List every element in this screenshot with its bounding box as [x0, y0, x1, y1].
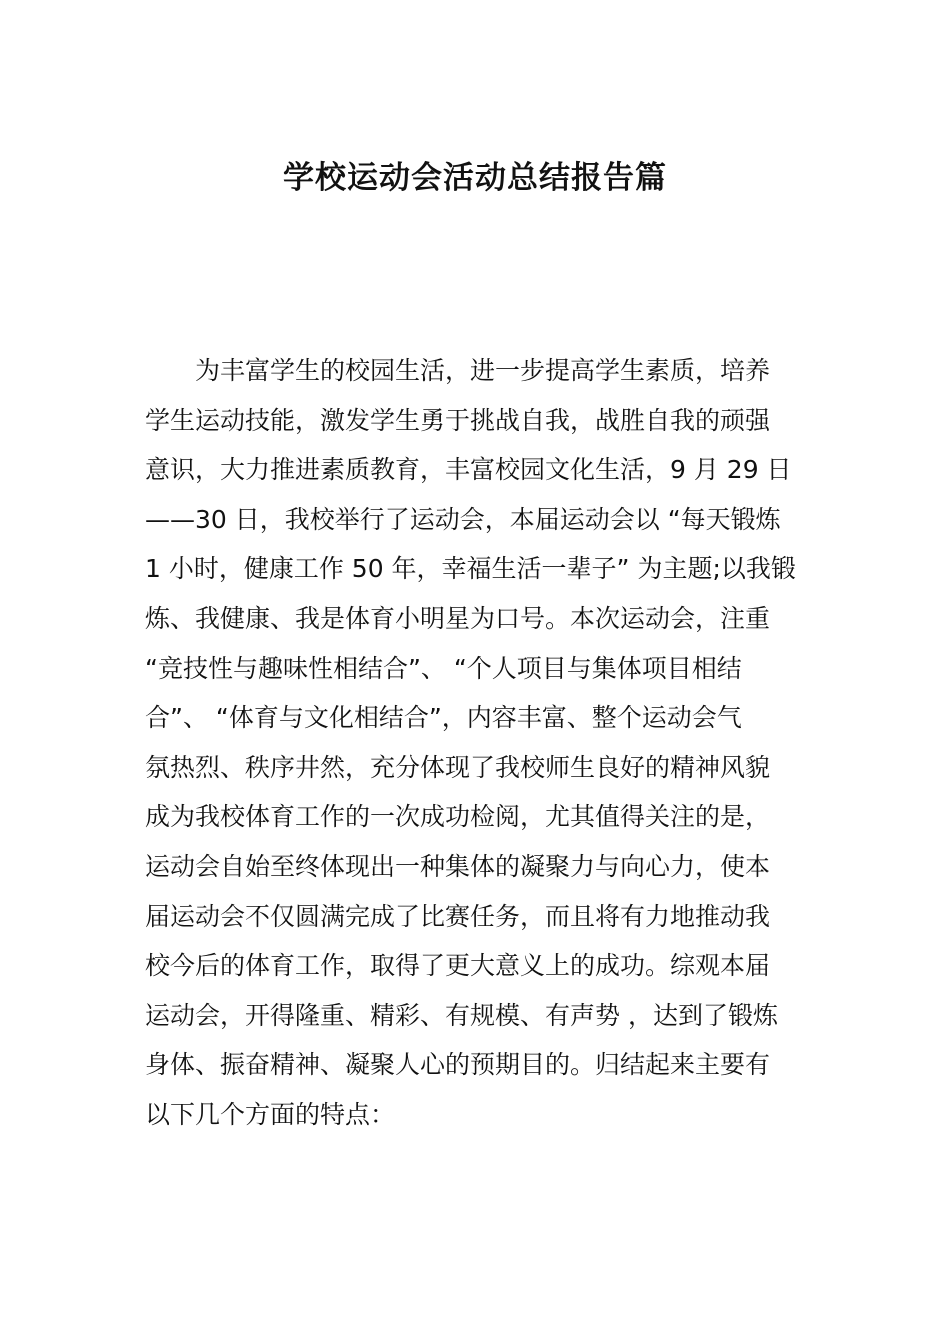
paragraph-line: 意识，大力推进素质教育，丰富校园文化生活，9 月 29 日 — [145, 455, 792, 485]
paragraph-line: 炼、我健康、我是体育小明星为口号。本次运动会，注重 — [145, 603, 771, 633]
paragraph-line: “竞技性与趣味性相结合”、 “个人项目与集体项目相结 — [145, 653, 742, 683]
paragraph-line: 氛热烈、秩序井然，充分体现了我校师生良好的精神风貌 — [145, 752, 771, 782]
paragraph-line: 学生运动技能，激发学生勇于挑战自我，战胜自我的顽强 — [145, 405, 771, 435]
paragraph-line: 以下几个方面的特点： — [145, 1099, 396, 1129]
paragraph-line: 1 小时，健康工作 50 年，幸福生活一辈子” 为主题;以我锻 — [145, 554, 796, 584]
paragraph-line: 校今后的体育工作，取得了更大意义上的成功。综观本届 — [145, 951, 771, 981]
paragraph-line: 为丰富学生的校园生活，进一步提高学生素质，培养 — [195, 356, 771, 385]
document-title: 学校运动会活动总结报告篇 — [283, 160, 667, 196]
paragraph-line: 成为我校体育工作的一次成功检阅，尤其值得关注的是， — [145, 802, 771, 832]
body-paragraph — [145, 346, 825, 1140]
paragraph-line: 身体、振奋精神、凝聚人心的预期目的。归结起来主要有 — [145, 1050, 771, 1080]
paragraph-line: ——30 日，我校举行了运动会，本届运动会以 “每天锻炼 — [145, 504, 781, 534]
paragraph-line: 运动会，开得隆重、精彩、有规模、有声势 ，达到了锻炼 — [145, 1000, 778, 1030]
paragraph-line: 合”、 “体育与文化相结合”，内容丰富、整个运动会气 — [145, 703, 742, 733]
paragraph-line: 届运动会不仅圆满完成了比赛任务，而且将有力地推动我 — [145, 901, 771, 931]
paragraph-line: 运动会自始至终体现出一种集体的凝聚力与向心力，使本 — [145, 851, 771, 881]
